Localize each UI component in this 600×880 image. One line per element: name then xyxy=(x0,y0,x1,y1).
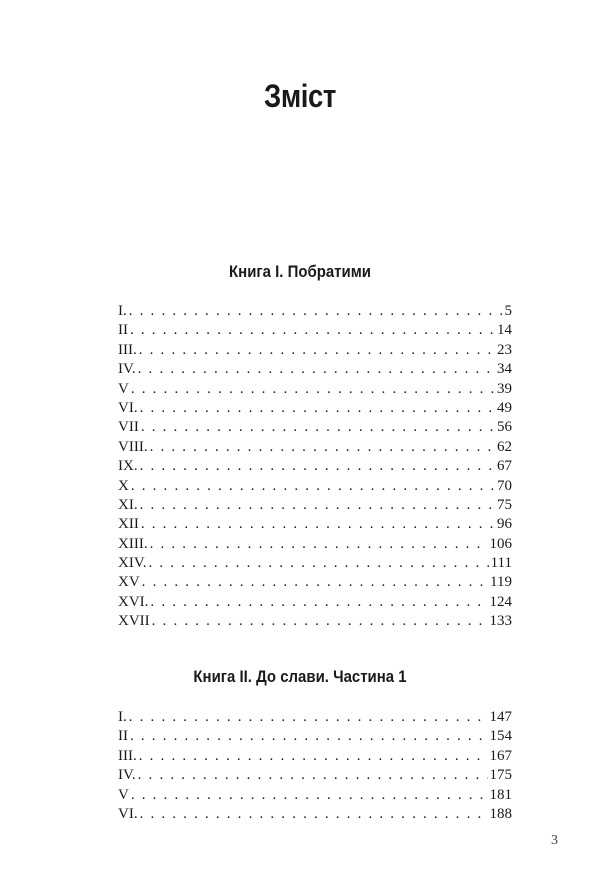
chapter-page-number: 181 xyxy=(489,786,512,803)
dot-leader xyxy=(129,380,495,399)
chapter-page-number: 14 xyxy=(497,322,512,339)
chapter-number: ХІ. xyxy=(118,496,138,513)
toc-entry xyxy=(118,515,512,534)
dot-leader xyxy=(139,418,495,437)
dot-leader xyxy=(140,573,488,592)
dot-leader xyxy=(127,708,488,727)
dot-leader xyxy=(138,457,495,476)
toc-entry xyxy=(118,457,512,476)
toc-entry xyxy=(118,418,512,437)
toc-entry xyxy=(118,747,512,766)
toc-entry xyxy=(118,727,512,746)
section-title-book-1: Книга І. Побратими xyxy=(229,262,371,281)
toc-entry xyxy=(118,438,512,457)
page-number: 3 xyxy=(551,833,558,848)
chapter-page-number: 188 xyxy=(489,805,512,822)
chapter-page-number: 49 xyxy=(497,399,512,416)
toc-entry xyxy=(118,302,512,321)
chapter-number: І. xyxy=(118,709,127,725)
toc-entry xyxy=(118,805,512,824)
chapter-number: ІІІ. xyxy=(118,747,137,764)
chapter-page-number: 67 xyxy=(497,458,512,475)
dot-leader xyxy=(148,535,488,554)
chapter-number: І. xyxy=(118,303,127,319)
section-title-book-2: Книга ІІ. До слави. Частина 1 xyxy=(193,667,407,686)
chapter-page-number: 70 xyxy=(497,477,512,494)
toc-entry xyxy=(118,708,512,727)
chapter-number: ХV xyxy=(118,574,140,591)
dot-leader xyxy=(150,612,488,631)
chapter-page-number: 154 xyxy=(489,728,512,745)
dot-leader xyxy=(127,302,503,321)
toc-entry xyxy=(118,399,512,418)
chapter-number: VІІІ. xyxy=(118,438,148,455)
chapter-number: ХІІ xyxy=(118,516,139,533)
chapter-page-number: 23 xyxy=(497,341,512,358)
toc-entry xyxy=(118,573,512,592)
chapter-number: ХVІІ xyxy=(118,613,150,630)
chapter-number: VІІ xyxy=(118,419,139,436)
dot-leader xyxy=(137,747,488,766)
chapter-number: V xyxy=(118,786,129,803)
toc-entry xyxy=(118,786,512,805)
toc-entry xyxy=(118,380,512,399)
toc-entry xyxy=(118,321,512,340)
chapter-page-number: 175 xyxy=(489,767,512,784)
chapter-number: ІІ xyxy=(118,322,128,339)
dot-leader xyxy=(138,496,495,515)
chapter-number: ІV. xyxy=(118,767,136,784)
chapter-page-number: 167 xyxy=(489,747,512,764)
dot-leader xyxy=(138,805,488,824)
chapter-page-number: 5 xyxy=(504,303,512,319)
toc-entry xyxy=(118,496,512,515)
dot-leader xyxy=(148,438,495,457)
dot-leader xyxy=(136,766,488,785)
chapter-page-number: 106 xyxy=(489,535,512,552)
dot-leader xyxy=(128,727,488,746)
toc-entry xyxy=(118,612,512,631)
chapter-page-number: 34 xyxy=(497,361,512,378)
toc-entry xyxy=(118,360,512,379)
chapter-page-number: 62 xyxy=(497,438,512,455)
toc-entry xyxy=(118,535,512,554)
dot-leader xyxy=(129,786,488,805)
chapter-number: ХІІІ. xyxy=(118,535,148,552)
chapter-number: ІХ. xyxy=(118,458,138,475)
dot-leader xyxy=(128,321,495,340)
chapter-number: Х xyxy=(118,477,129,494)
chapter-page-number: 39 xyxy=(497,380,512,397)
toc-entry xyxy=(118,341,512,360)
toc-entry xyxy=(118,554,512,573)
chapter-number: V xyxy=(118,380,129,397)
dot-leader xyxy=(137,341,495,360)
page-title: Зміст xyxy=(264,78,336,114)
toc-entry xyxy=(118,477,512,496)
chapter-page-number: 111 xyxy=(490,555,512,572)
toc-entry xyxy=(118,593,512,612)
dot-leader xyxy=(136,360,495,379)
chapter-page-number: 119 xyxy=(490,574,512,591)
chapter-number: ІІІ. xyxy=(118,341,137,358)
chapter-number: ІІ xyxy=(118,728,128,745)
chapter-number: ІV. xyxy=(118,361,136,378)
toc-list-book-2 xyxy=(118,708,512,824)
dot-leader xyxy=(148,593,487,612)
chapter-number: VІ. xyxy=(118,399,138,416)
chapter-number: ХVІ. xyxy=(118,593,149,610)
chapter-page-number: 124 xyxy=(489,593,512,610)
chapter-page-number: 133 xyxy=(489,613,512,630)
chapter-number: ХІV. xyxy=(118,555,147,572)
chapter-page-number: 96 xyxy=(497,516,512,533)
dot-leader xyxy=(146,554,488,573)
dot-leader xyxy=(139,515,495,534)
toc-list-book-1 xyxy=(118,302,512,632)
chapter-page-number: 56 xyxy=(497,419,512,436)
toc-entry xyxy=(118,766,512,785)
chapter-number: VІ. xyxy=(118,805,138,822)
chapter-page-number: 147 xyxy=(489,709,512,725)
chapter-page-number: 75 xyxy=(497,496,512,513)
dot-leader xyxy=(138,399,495,418)
dot-leader xyxy=(129,477,495,496)
